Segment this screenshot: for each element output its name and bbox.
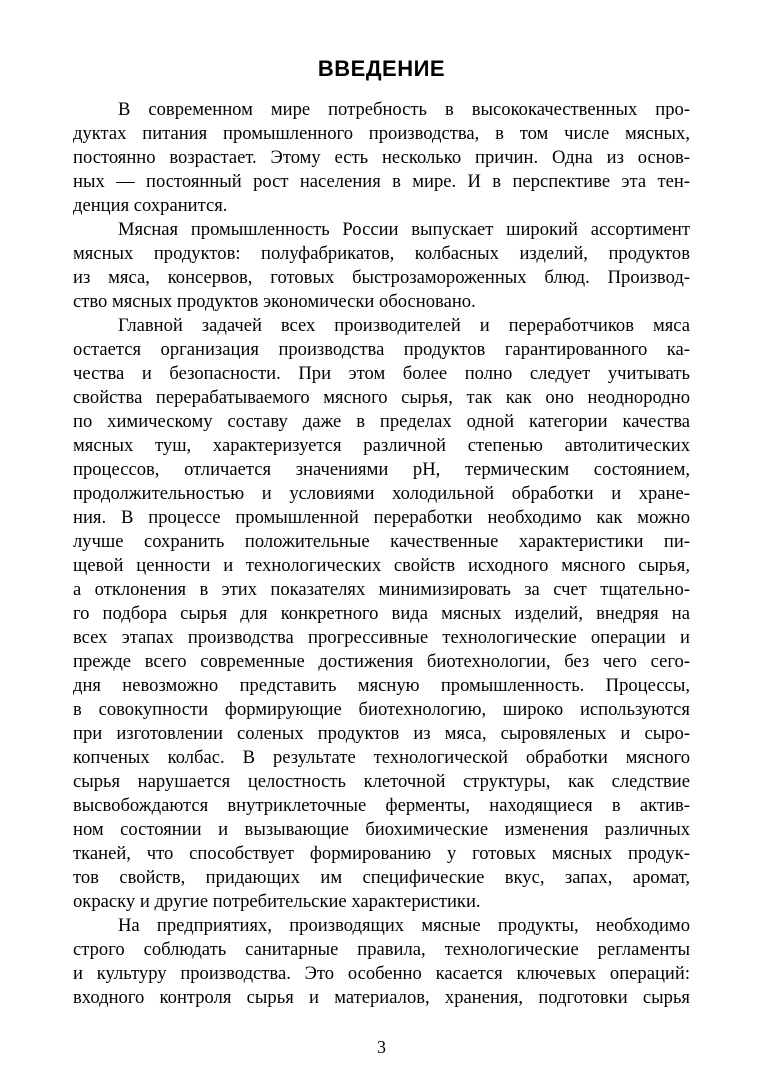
text-line: прежде всего современные достижения биотехнологии, без чего сего- (73, 651, 690, 672)
page-number: 3 (377, 1037, 386, 1057)
text-line: дня невозможно представить мясную промышленность. Процессы, (73, 675, 690, 696)
text-line: чества и безопасности. При этом более полно следует учитывать (73, 363, 690, 384)
text-line: го подбора сырья для конкретного вида мясных изделий, внедряя на (73, 603, 690, 624)
text-line: щевой ценности и технологических свойств исходного мясного сырья, (73, 555, 690, 576)
text-line: ных — постоянный рост населения в мире. И в перспективе эта тен- (73, 171, 690, 192)
text-line: остается организация производства продуктов гарантированного ка- (73, 339, 690, 360)
text-line: постоянно возрастает. Этому есть несколько причин. Одна из основ- (73, 147, 690, 168)
text-line: сырья нарушается целостность клеточной структуры, как следствие (73, 771, 690, 792)
text-line: при изготовлении соленых продуктов из мяса, сыровяленых и сыро- (73, 723, 690, 744)
text-line: а отклонения в этих показателях минимизировать за счет тщательно- (73, 579, 690, 600)
text-line: из мяса, консервов, готовых быстрозамороженных блюд. Производ- (73, 267, 690, 288)
text-line: лучше сохранить положительные качественные характеристики пи- (73, 531, 690, 552)
text-line: ном состоянии и вызывающие биохимические изменения различных (73, 819, 690, 840)
text-line: ния. В процессе промышленной переработки необходимо как можно (73, 507, 690, 528)
text-line: строго соблюдать санитарные правила, технологические регламенты (73, 939, 690, 960)
text-line: высвобождаются внутриклеточные ферменты, находящиеся в актив- (73, 795, 690, 816)
text-line: мясных туш, характеризуется различной степенью автолитических (73, 435, 690, 456)
page-title: ВВЕДЕНИЕ (317, 56, 446, 81)
text-line: по химическому составу даже в пределах одной категории качества (73, 411, 690, 432)
text-line: всех этапах производства прогрессивные технологические операции и (73, 627, 690, 648)
text-line: и культуру производства. Это особенно касается ключевых операций: (73, 963, 690, 984)
text-line: продолжительностью и условиями холодильной обработки и хране- (73, 483, 690, 504)
text-line: в совокупности формирующие биотехнологию, широко используются (73, 699, 690, 720)
text-line: свойства перерабатываемого мясного сырья, так как оно неоднородно (73, 387, 690, 408)
text-line: окраску и другие потребительские характеристики. (73, 891, 481, 912)
text-line: мясных продуктов: полуфабрикатов, колбасных изделий, продуктов (73, 243, 690, 264)
text-line: входного контроля сырья и материалов, хранения, подготовки сырья (73, 987, 690, 1008)
text-line: Мясная промышленность России выпускает широкий ассортимент (118, 219, 690, 240)
text-line: тов свойств, придающих им специфические вкус, запах, аромат, (73, 867, 690, 888)
text-line: ство мясных продуктов экономически обосновано. (73, 291, 476, 312)
text-line: процессов, отличается значениями pH, термическим состоянием, (73, 459, 690, 480)
text-line: денция сохранится. (73, 195, 228, 216)
text-line: На предприятиях, производящих мясные продукты, необходимо (118, 915, 690, 936)
text-line: В современном мире потребность в высококачественных про- (118, 99, 690, 120)
text-line: тканей, что способствует формированию у готовых мясных продук- (73, 843, 690, 864)
text-line: дуктах питания промышленного производства, в том числе мясных, (73, 123, 690, 144)
text-line: копченых колбас. В результате технологической обработки мясного (73, 747, 690, 768)
text-line: Главной задачей всех производителей и переработчиков мяса (118, 315, 690, 336)
